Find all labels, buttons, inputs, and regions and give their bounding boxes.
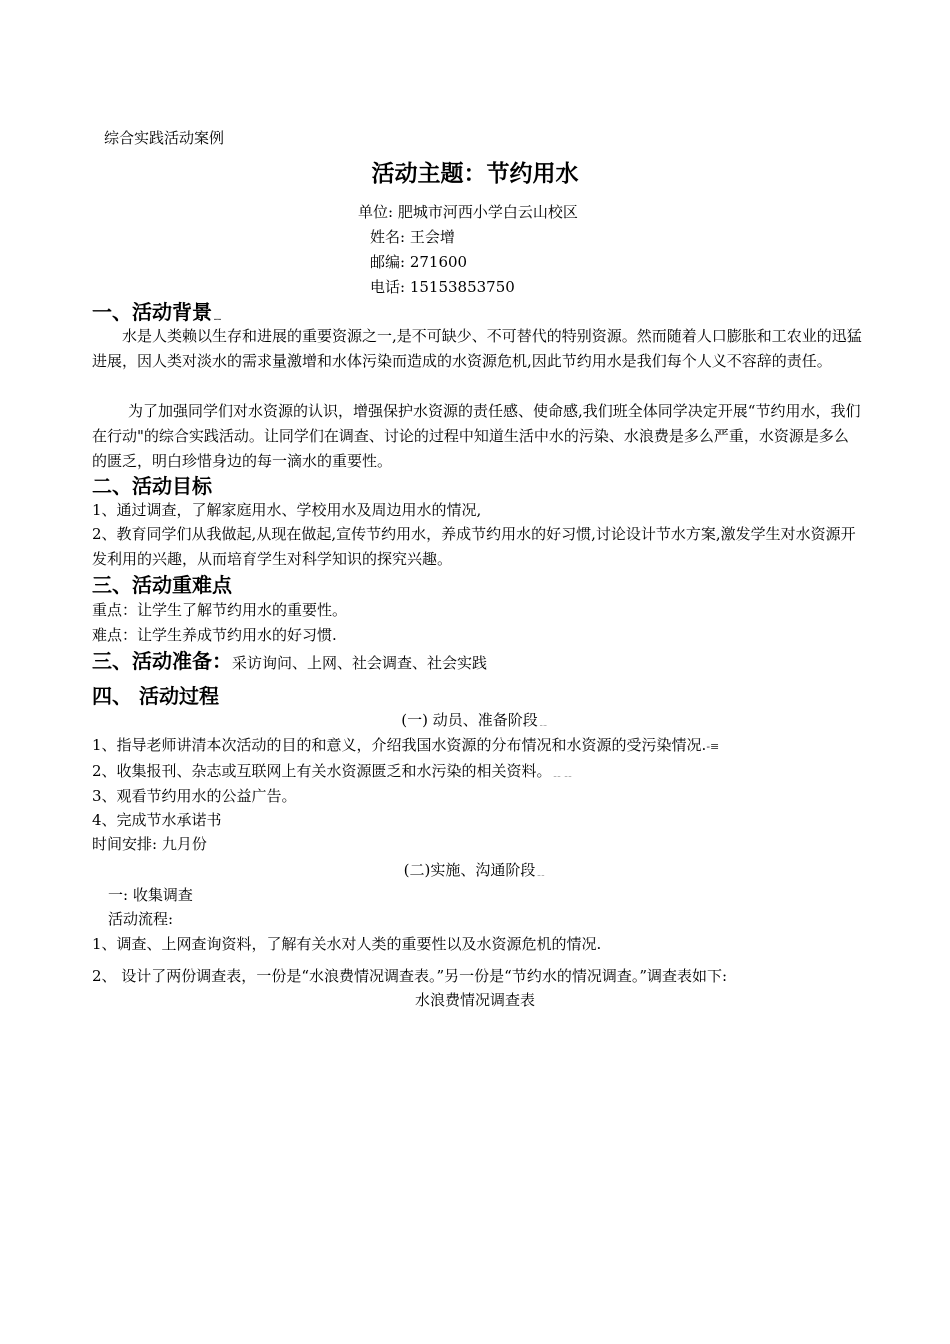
stage-2-title-text: (二)实施、沟通阶段 <box>403 861 536 879</box>
stage-1-item-2 <box>92 761 574 783</box>
goal-item-1: 1、通过调查，了解家庭用水、学校用水及周边用水的情况, <box>92 501 482 519</box>
format-mark: ﹎ <box>537 715 549 728</box>
stage-2-sub-1: 一: 收集调查 <box>108 886 193 904</box>
section-preparation-heading-text: 三、活动准备： <box>92 649 232 673</box>
stage-1-title <box>0 710 950 732</box>
stage-1-item-3: 3、观看节约用水的公益广告。 <box>92 787 297 805</box>
section-preparation-heading <box>92 649 487 675</box>
format-mark: ﹎ <box>535 865 547 878</box>
stage-1-item-4: 4、完成节水承诺书 <box>92 811 222 829</box>
page-title: 活动主题：节约用水 <box>371 161 579 187</box>
section-process-heading: 四、 活动过程 <box>92 684 219 708</box>
stage-2-item-2: 2、 设计了两份调查表，一份是“水浪费情况调查表。”另一份是“节约水的情况调查。”调查表如下: <box>92 967 728 985</box>
stage-2-item-1: 1、调查、上网查询资料，了解有关水对人类的重要性以及水资源危机的情况. <box>92 935 602 953</box>
background-paragraph-2: 为了加强同学们对水资源的认识，增强保护水资源的责任感、使命感,我们班全体同学决定开展“节约用水，我们在行动"的综合实践活动。让同学们在调查、讨论的过程中知道生活中水的污染、水浪费是多么严重，水资源是多么的匮乏，明白珍惜身边的每一滴水的重要性。 <box>92 402 861 470</box>
background-paragraph-1: 水是人类赖以生存和进展的重要资源之一,是不可缺少、不可替代的特别资源。然而随着人口膨胀和工农业的迅猛进展，因人类对淡水的需求量激增和水体污染而造成的水资源危机,因此节约用水是我们每个人义不容辞的责任。 <box>92 327 862 370</box>
section-background-heading-text: 一、活动背景 <box>92 300 212 324</box>
stage-1-item-2-text: 2、收集报刊、杂志或互联网上有关水资源匮乏和水污染的相关资料。 <box>92 762 552 780</box>
format-mark: ﹎ <box>212 309 223 322</box>
goal-item-2: 2、教育同学们从我做起,从现在做起,宣传节约用水，养成节约用水的好习惯,讨论设计节水方案,激发学生对水资源开发利用的兴趣，从而培育学生对科学知识的探究兴趣。 <box>92 525 856 568</box>
section-key-points-heading: 三、活动重难点 <box>92 573 232 597</box>
format-mark: -≡ <box>706 740 720 753</box>
header-note: 综合实践活动案例 <box>104 129 225 147</box>
format-mark: ﹎﹎ <box>551 766 574 779</box>
preparation-text: 采访询问、上网、社会调查、社会实践 <box>232 654 488 672</box>
stage-1-item-1 <box>92 735 719 757</box>
difficult-point: 难点：让学生养成节约用水的好习惯. <box>92 626 337 644</box>
info-phone: 电话: 15153853750 <box>370 278 515 296</box>
key-point: 重点：让学生了解节约用水的重要性。 <box>92 601 348 619</box>
info-name: 姓名: 王会增 <box>370 228 455 246</box>
info-postcode: 邮编: 271600 <box>370 253 468 271</box>
stage-1-title-text: (一) 动员、准备阶段 <box>401 711 538 729</box>
stage-1-time: 时间安排: 九月份 <box>92 835 207 853</box>
survey-table-title: 水浪费情况调查表 <box>414 991 535 1009</box>
stage-1-item-1-text: 1、指导老师讲清本次活动的目的和意义，介绍我国水资源的分布情况和水资源的受污染情况. <box>92 736 707 754</box>
section-goals-heading: 二、活动目标 <box>92 474 212 498</box>
info-unit: 单位: 肥城市河西小学白云山校区 <box>358 203 578 221</box>
stage-2-title <box>0 860 950 882</box>
stage-2-flow-label: 活动流程: <box>108 910 174 928</box>
